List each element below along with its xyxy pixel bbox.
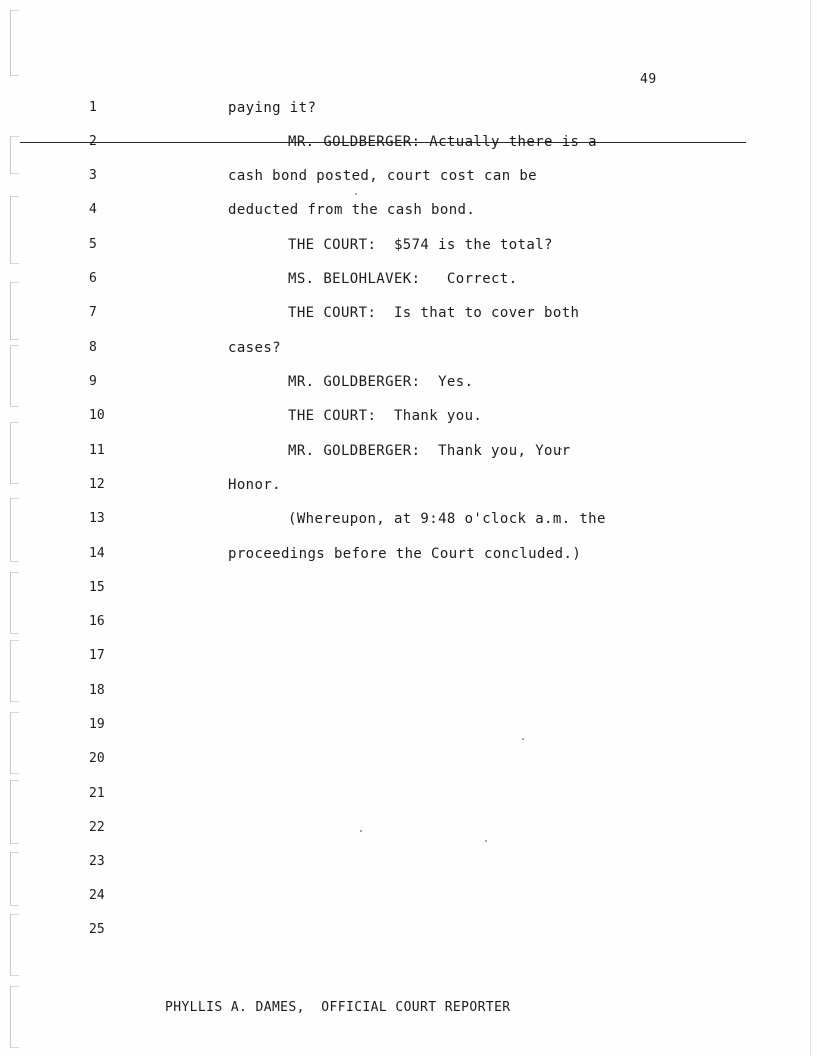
line-text: THE COURT: $574 is the total? xyxy=(288,237,553,253)
transcript-line xyxy=(0,131,817,153)
transcript-line xyxy=(0,577,817,599)
line-text: MS. BELOHLAVEK: Correct. xyxy=(288,271,518,287)
line-number: 13 xyxy=(89,511,105,526)
transcript-line xyxy=(0,508,817,530)
transcript-line xyxy=(0,405,817,427)
transcript-line xyxy=(0,645,817,667)
scan-speck xyxy=(522,738,524,740)
transcript-line xyxy=(0,199,817,221)
transcript-line xyxy=(0,337,817,359)
transcript-line xyxy=(0,268,817,290)
line-number: 21 xyxy=(89,786,105,801)
line-number: 23 xyxy=(89,854,105,869)
line-text: THE COURT: Thank you. xyxy=(288,408,483,424)
binding-mark xyxy=(10,986,19,1048)
line-text: cases? xyxy=(228,340,281,356)
scan-speck xyxy=(355,193,357,195)
transcript-line xyxy=(0,817,817,839)
line-number: 12 xyxy=(89,477,105,492)
line-number: 2 xyxy=(89,134,97,149)
binding-mark xyxy=(10,10,19,76)
line-number: 11 xyxy=(89,443,105,458)
line-number: 7 xyxy=(89,305,97,320)
transcript-line xyxy=(0,783,817,805)
line-number: 14 xyxy=(89,546,105,561)
line-number: 25 xyxy=(89,922,105,937)
line-text: paying it? xyxy=(228,100,317,116)
line-text: MR. GOLDBERGER: Yes. xyxy=(288,374,474,390)
line-text: deducted from the cash bond. xyxy=(228,202,476,218)
line-number: 16 xyxy=(89,614,105,629)
line-number: 10 xyxy=(89,408,105,423)
line-text: MR. GOLDBERGER: Thank you, Your xyxy=(288,443,571,459)
scan-speck xyxy=(485,840,487,842)
transcript-line xyxy=(0,234,817,256)
line-number: 3 xyxy=(89,168,97,183)
transcript-line xyxy=(0,371,817,393)
transcript-line xyxy=(0,851,817,873)
transcript-line xyxy=(0,748,817,770)
line-text: proceedings before the Court concluded.) xyxy=(228,546,582,562)
line-number: 5 xyxy=(89,237,97,252)
line-text: (Whereupon, at 9:48 o'clock a.m. the xyxy=(288,511,606,527)
transcript-line xyxy=(0,165,817,187)
page-number: 49 xyxy=(640,72,657,87)
line-text: cash bond posted, court cost can be xyxy=(228,168,538,184)
line-number: 15 xyxy=(89,580,105,595)
transcript-line xyxy=(0,440,817,462)
line-number: 18 xyxy=(89,683,105,698)
line-number: 19 xyxy=(89,717,105,732)
line-number: 1 xyxy=(89,100,97,115)
line-text: MR. GOLDBERGER: Actually there is a xyxy=(288,134,598,150)
line-number: 8 xyxy=(89,340,97,355)
line-text: Honor. xyxy=(228,477,281,493)
line-number: 4 xyxy=(89,202,97,217)
transcript-line xyxy=(0,543,817,565)
reporter-footer: PHYLLIS A. DAMES, OFFICIAL COURT REPORTER xyxy=(165,1000,511,1015)
transcript-line xyxy=(0,919,817,941)
transcript-line xyxy=(0,302,817,324)
line-text: THE COURT: Is that to cover both xyxy=(288,305,580,321)
transcript-line xyxy=(0,97,817,119)
transcript-line xyxy=(0,885,817,907)
line-number: 24 xyxy=(89,888,105,903)
transcript-line xyxy=(0,611,817,633)
line-number: 17 xyxy=(89,648,105,663)
transcript-line xyxy=(0,474,817,496)
transcript-line xyxy=(0,714,817,736)
line-number: 9 xyxy=(89,374,97,389)
line-number: 22 xyxy=(89,820,105,835)
transcript-line xyxy=(0,680,817,702)
line-number: 20 xyxy=(89,751,105,766)
line-number: 6 xyxy=(89,271,97,286)
